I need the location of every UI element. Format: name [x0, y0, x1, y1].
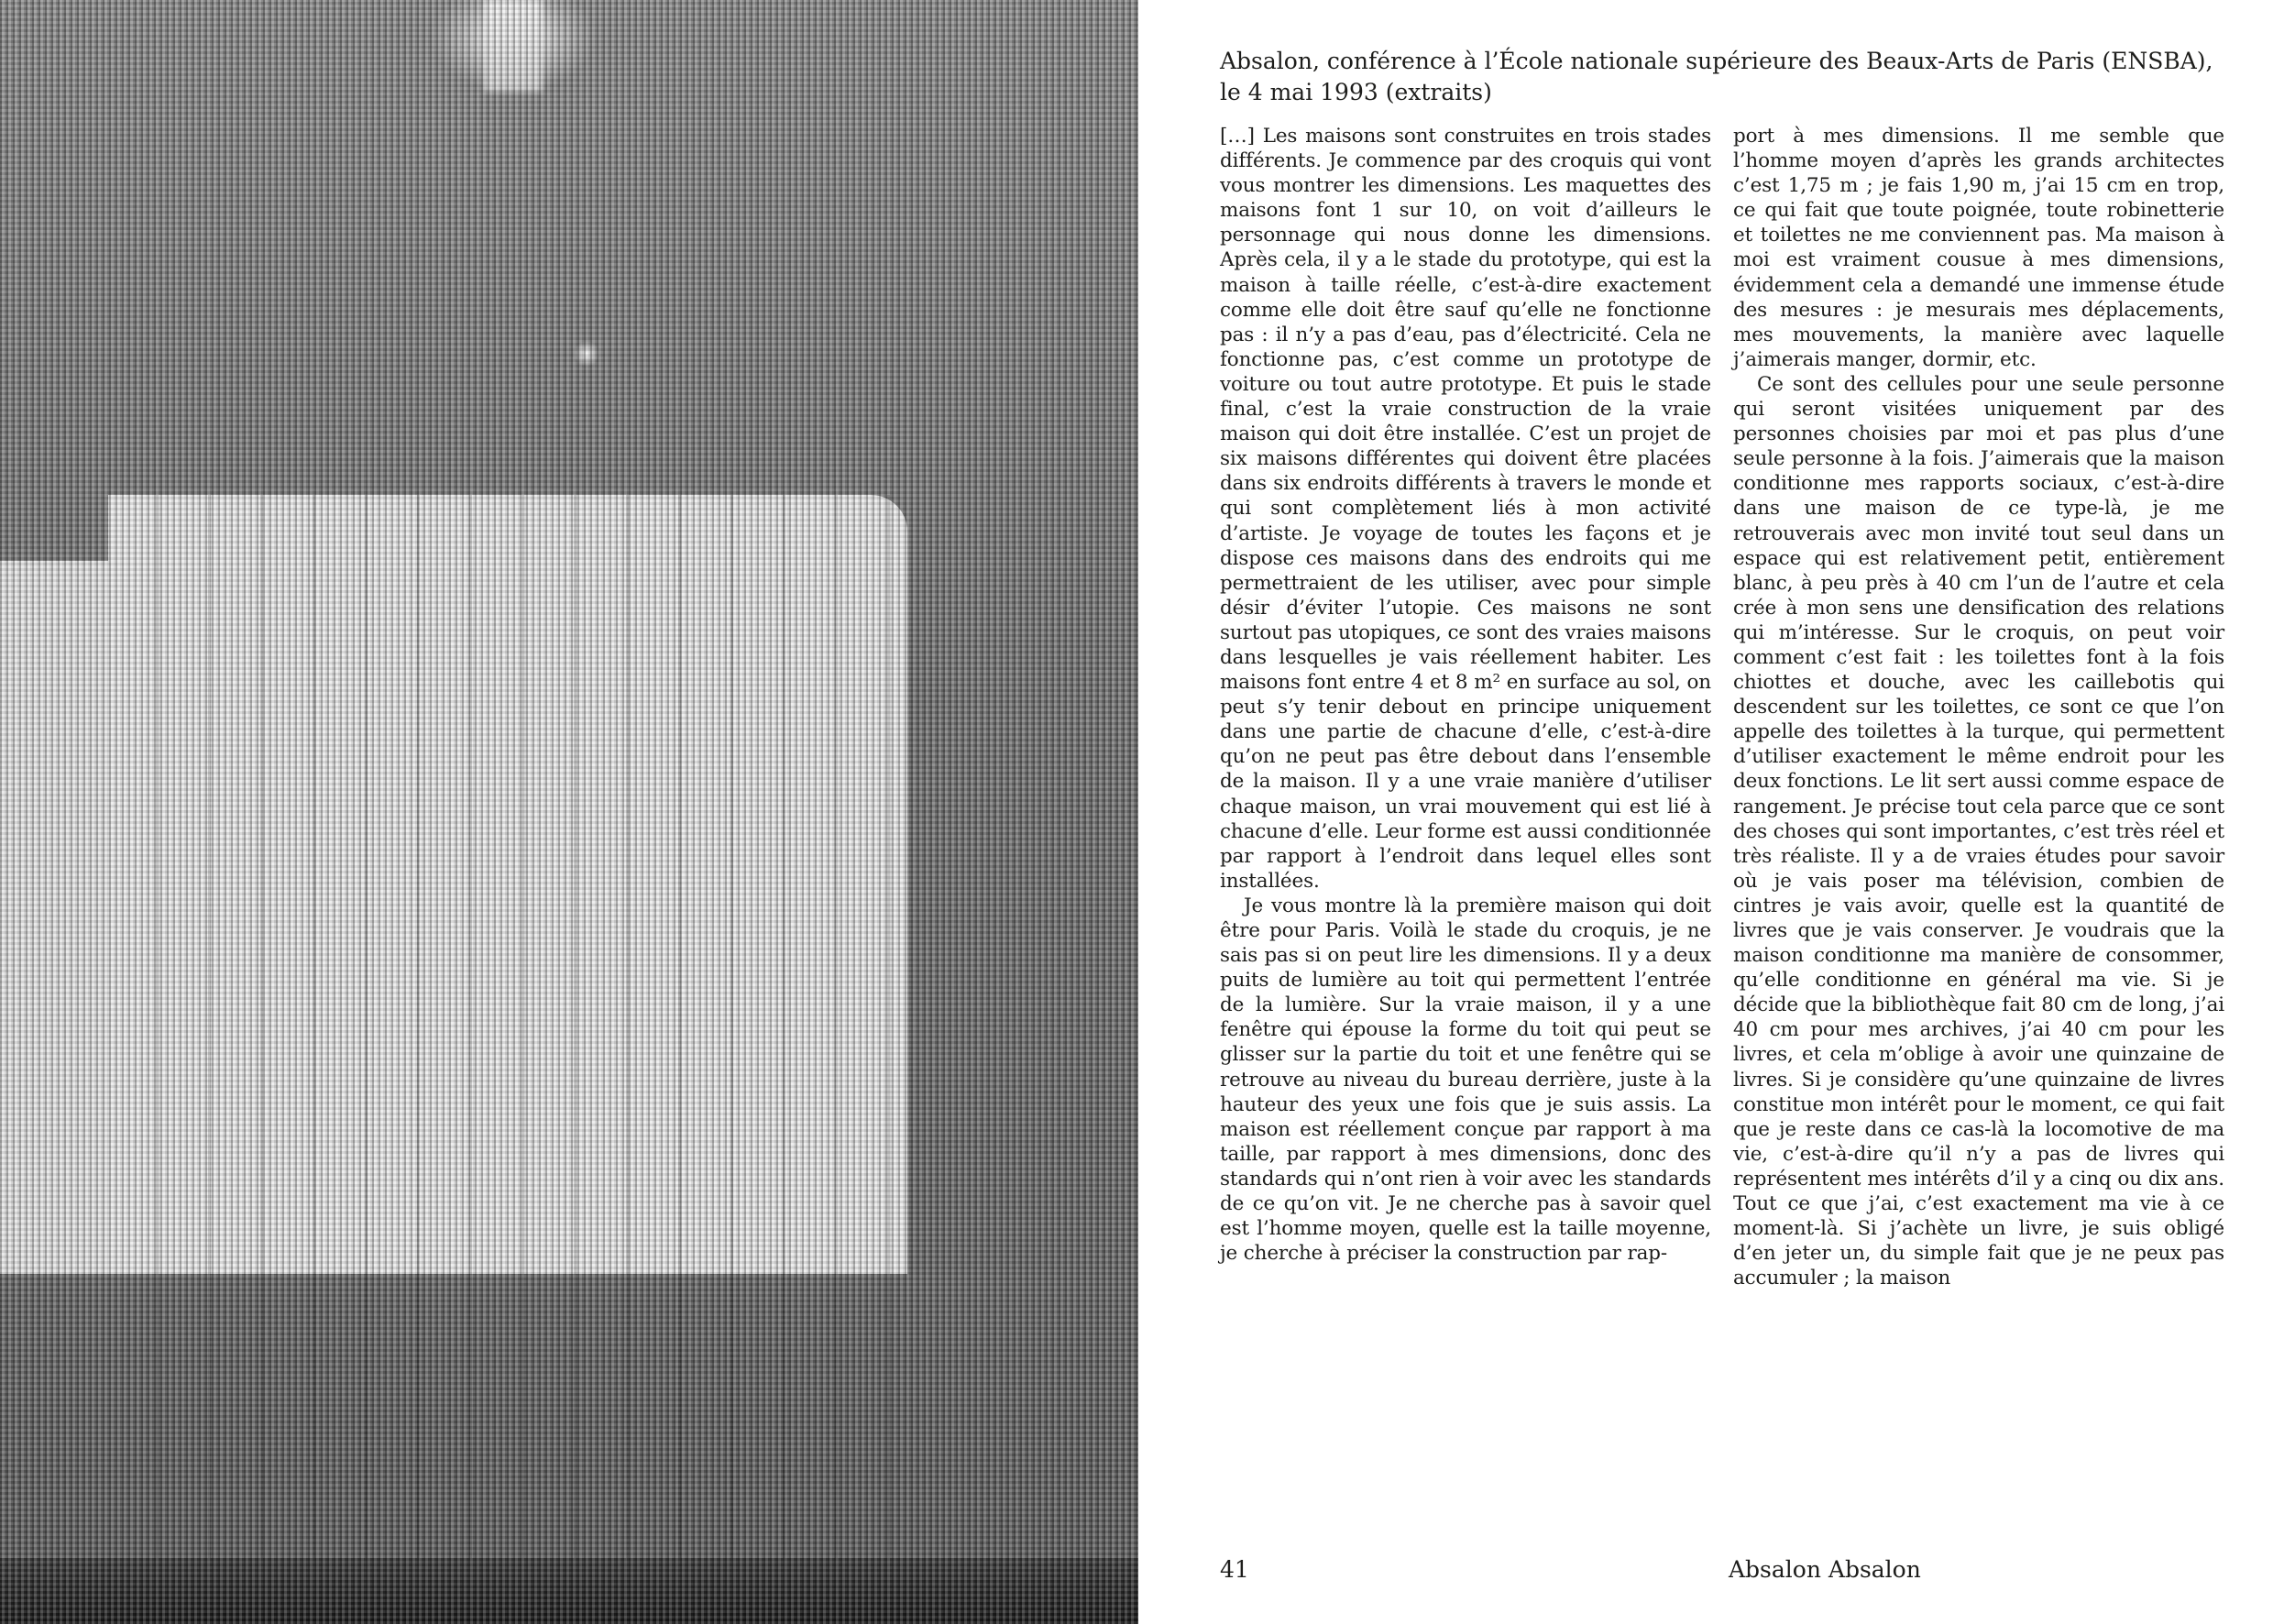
left-paragraph-1: […] Les maisons sont construites en trois stades différents. Je commence par des croquis qui vont vous montrer les dimensions. Les maquettes des maisons font 1 sur 10, on voit d’ailleurs le personnage qui nous donne les dimensions. Après cela, il y a le stade du prototype, qui est la maison à taille réelle, c’est-à-dire exactement comme elle doit être sauf qu’elle ne fonctionne pas : il n’y a pas d’eau, pas d’électricité. Cela ne fonctionne pas, c’est comme un prototype de voiture ou tout autre prototype. Et puis le stade final, c’est la vraie construction de la vraie maison qui doit être installée. C’est un projet de six maisons différentes qui doivent être placées dans six endroits différents à travers le monde et qui sont complètement liés à mon activité d’artiste. Je voyage de toutes les façons et je dispose ces maisons dans des endroits qui me permettraient de les utiliser, avec pour simple désir d’éviter l’utopie. Ces maisons ne sont surtout pas utopiques, ce sont des vraies maisons dans lesquelles je vais réellement habiter. Les maisons font entre 4 et 8 m² en surface au sol, on peut s’y tenir debout en principe uniquement dans une partie de chacune d’elle, c’est-à-dire qu’on ne peut pas être debout dans l’ensemble de la maison. Il y a une vraie manière d’utiliser chaque maison, un vrai mouvement qui est lié à chacune d’elle. Leur forme est aussi conditionnée par rapport à l’endroit dans lequel elles sont installées. [1220, 125, 1711, 893]
right-paragraph-1: port à mes dimensions. Il me semble que l’homme moyen d’après les grands architectes c’est 1,75 m ; je fais 1,90 m, j’ai 15 cm en trop, ce qui fait que toute poignée, toute robinetterie et toilettes ne me conviennent pas. Ma maison à moi est vraiment cousue à mes dimensions, évidemment cela a demandé une immense étude des mesures : je mesurais mes déplacements, mes mouvements, la manière avec laquelle j’aimerais manger, dormir, etc. [1733, 125, 2224, 371]
right-column [1733, 124, 2224, 1290]
left-column [1220, 124, 1711, 1290]
left-paragraph-2: Je vous montre là la première maison qui doit être pour Paris. Voilà le stade du croquis, je ne sais pas si on peut lire les dimensions. Il y a deux puits de lumière au toit qui permettent l’entrée de la lumière. Sur la vraie maison, il y a une fenêtre qui épouse la forme du toit qui peut se glisser sur la partie du toit et une fenêtre qui se retrouve au niveau du bureau derrière, juste à la hauteur des yeux une fois que je suis assis. La maison est réellement conçue par rapport à ma taille, par rapport à mes dimensions, donc des standards qui n’ont rien à voir avec les standards de ce qu’on vit. Je ne cherche pas à savoir quel est l’homme moyen, quelle est la taille moyenne, je cherche à préciser la construction par rap- [1220, 894, 1711, 1266]
text-page [1220, 46, 2224, 1290]
page-heading: Absalon, conférence à l’École nationale supérieure des Beaux-Arts de Paris (ENSBA), le 4 mai 1993 (extraits) [1220, 48, 2213, 105]
text-columns [1220, 124, 2224, 1290]
running-title: Absalon Absalon [1729, 1556, 1921, 1583]
page-number: 41 [1220, 1556, 1249, 1583]
right-paragraph-2: Ce sont des cellules pour une seule personne qui seront visitées uniquement par des personnes choisies par moi et pas plus d’une seule personne à la fois. J’aimerais que la maison conditionne mes rapports sociaux, c’est-à-dire dans une maison de ce type-là, je me retrouverais avec mon invité tout seul dans un espace qui est relativement petit, entièrement blanc, à peu près à 40 cm l’un de l’autre et cela crée à mon sens une densification des relations qui m’intéresse. Sur le croquis, on peut voir comment c’est fait : les toilettes font à la fois chiottes et douche, avec les caillebotis qui descendent sur les toilettes, ce sont ce que l’on appelle des toilettes à la turque, qui permettent d’utiliser exactement le même endroit pour les deux fonctions. Le lit sert aussi comme espace de rangement. Je précise tout cela parce que ce sont des choses qui sont importantes, c’est très réel et très réaliste. Il y a de vraies études pour savoir où je vais poser ma télévision, combien de cintres je vais avoir, quelle est la quantité de livres que je vais conserver. Je voudrais que la maison conditionne ma manière de consommer, qu’elle conditionne en général ma vie. Si je décide que la bibliothèque fait 80 cm de long, j’ai 40 cm pour mes archives, j’ai 40 cm pour les livres, et cela m’oblige à avoir une quinzaine de livres. Si je considère qu’une quinzaine de livres constitue mon intérêt pour le moment, ce qui fait que je reste dans ce cas-là la locomotive de ma vie, c’est-à-dire qu’il n’y a pas de livres qui représentent mes intérêts d’il y a cinq ou dix ans. Tout ce que j’ai, c’est exactement ma vie à ce moment-là. Si j’achète un livre, je suis obligé d’en jeter un, du simple fait que je ne peux pas accumuler ; la maison [1733, 372, 2224, 1290]
